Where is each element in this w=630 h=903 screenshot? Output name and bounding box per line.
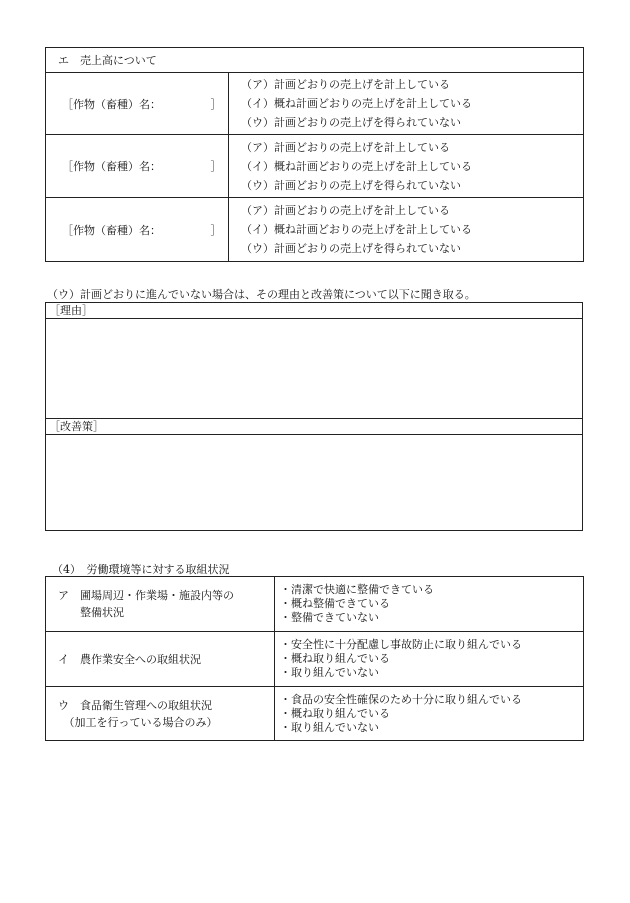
option-a[interactable]: （ア）計画どおりの売上げを計上している xyxy=(241,140,450,154)
option-c[interactable]: （ウ）計画どおりの売上げを得られていない xyxy=(241,116,461,129)
note-text: （ウ）計画どおりに進んでいない場合は、その理由と改善策について以下に聞き取る。 xyxy=(47,288,476,301)
labor-label-cell xyxy=(46,687,275,741)
labor-label-line: （加工を行っている場合のみ） xyxy=(58,715,218,729)
option-b[interactable]: （イ）概ね計画どおりの売上げを計上している xyxy=(241,159,472,173)
crop-name-label: ［作物（畜種）名： ］ xyxy=(62,97,222,111)
sales-heading xyxy=(46,48,584,73)
labor-option[interactable]: ・清潔で快適に整備できている xyxy=(280,583,434,596)
labor-option[interactable]: ・概ね取り組んでいる xyxy=(280,652,390,665)
labor-option[interactable]: ・取り組んでいない xyxy=(280,720,379,734)
option-c[interactable]: （ウ）計画どおりの売上げを得られていない xyxy=(241,242,461,255)
labor-table xyxy=(45,576,584,741)
labor-options-cell xyxy=(275,632,584,687)
labor-row xyxy=(46,687,584,741)
crop-name-label: ［作物（畜種）名： ］ xyxy=(62,160,222,173)
labor-label-line: 整備状況 xyxy=(58,606,124,619)
labor-label-cell xyxy=(46,577,275,632)
crop-name-label: ［作物（畜種）名： ］ xyxy=(62,223,222,237)
sales-row xyxy=(46,73,584,135)
crop-name-cell[interactable] xyxy=(46,135,229,198)
crop-name-cell[interactable] xyxy=(46,198,229,262)
labor-row xyxy=(46,577,584,632)
sales-options-cell xyxy=(229,198,584,262)
labor-options-cell xyxy=(275,687,584,741)
option-a[interactable]: （ア）計画どおりの売上げを計上している xyxy=(241,78,450,91)
labor-option[interactable]: ・食品の安全性確保のため十分に取り組んでいる xyxy=(280,692,522,706)
labor-option[interactable]: ・取り組んでいない xyxy=(280,666,379,679)
labor-label-line: イ 農作業安全への取組状況 xyxy=(58,652,201,666)
labor-label-cell xyxy=(46,632,275,687)
labor-option[interactable]: ・安全性に十分配慮し事故防止に取り組んでいる xyxy=(280,638,522,651)
labor-label-line: ア 圃場周辺・作業場・施設内等の xyxy=(58,589,234,602)
labor-label-line: ウ 食品衛生管理への取組状況 xyxy=(58,698,212,712)
crop-name-cell[interactable] xyxy=(46,73,229,135)
option-a[interactable]: （ア）計画どおりの売上げを計上している xyxy=(241,204,450,217)
improvement-box xyxy=(45,418,583,531)
labor-options-cell xyxy=(275,577,584,632)
labor-option[interactable]: ・概ね取り組んでいる xyxy=(280,706,390,720)
labor-option[interactable]: ・概ね整備できている xyxy=(280,597,390,610)
option-c[interactable]: （ウ）計画どおりの売上げを得られていない xyxy=(241,178,461,192)
sales-row xyxy=(46,198,584,262)
labor-row xyxy=(46,632,584,687)
sales-options-cell xyxy=(229,73,584,135)
improvement-input-area[interactable] xyxy=(46,435,582,530)
sales-row xyxy=(46,135,584,198)
labor-option[interactable]: ・整備できていない xyxy=(280,611,379,624)
reason-input-area[interactable] xyxy=(46,319,582,418)
reason-label: ［理由］ xyxy=(46,303,582,319)
option-b[interactable]: （イ）概ね計画どおりの売上げを計上している xyxy=(241,97,472,110)
improvement-label: ［改善策］ xyxy=(46,419,582,435)
section4-title: （4） 労働環境等に対する取組状況 xyxy=(52,563,230,576)
reason-box xyxy=(45,302,583,419)
sales-options-cell xyxy=(229,135,584,198)
option-b[interactable]: （イ）概ね計画どおりの売上げを計上している xyxy=(241,223,472,236)
sales-heading-text: エ 売上高について xyxy=(58,54,157,67)
sales-table xyxy=(45,47,584,262)
